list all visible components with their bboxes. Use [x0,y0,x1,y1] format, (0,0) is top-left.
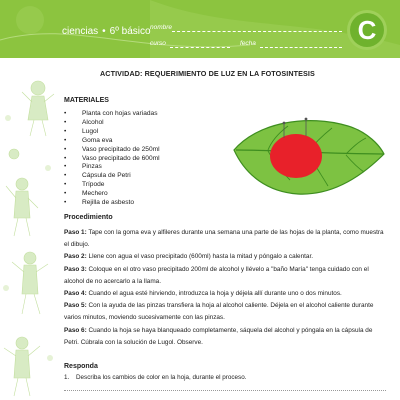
header-band [0,0,400,58]
subject-logo: C [350,13,384,47]
list-item: • Alcohol [64,119,160,128]
name-field-line[interactable] [172,31,342,32]
subject-separator: • [102,26,106,37]
step-text: Con la ayuda de las pinzas transfiera la hoja al alcohol caliente. Déjela en el alcohol caliente durante varios minutos, moviendo sucesivamente con las pinzas. [64,302,374,322]
procedure-step [64,251,386,263]
procedure-steps [64,227,386,349]
date-field-label: fecha [240,40,256,47]
procedure-step [64,288,386,300]
subject-label: ciencias [62,26,99,37]
procedure-step [64,264,386,288]
procedure-heading: Procedimiento [64,214,113,221]
step-text: Cuando la hoja se haya blanqueado completamente, sáquela del alcohol y póngala en la cápsula de Petri. Cúbrala con la solución de Lugol. Observe. [64,326,373,346]
step-label: Paso 3: [64,265,87,273]
step-text: Cuando el agua esté hirviendo, introduzca la hoja y déjela allí durante uno o dos minutos. [86,290,342,298]
list-item: • Trípode [64,181,160,190]
step-text: Llene con agua el vaso precipitado (600ml) hasta la mitad y póngalo a calentar. [86,253,314,261]
grade-label: 6º básico [109,26,151,37]
covered-patch [270,134,322,178]
question-text: Describa los cambios de color en la hoja, durante el proceso. [76,374,247,381]
list-item: • Vaso precipitado de 600ml [64,155,160,164]
list-item: • Mechero [64,190,160,199]
leaf-with-covered-patch-illustration [228,110,388,200]
date-field-line[interactable] [260,47,342,48]
sidebar-figures-illustration [0,58,58,400]
step-label: Paso 1: [64,229,87,236]
name-field-label: nombre [150,24,173,31]
step-label: Paso 6: [64,326,87,334]
procedure-step [64,325,386,349]
course-field-line[interactable] [170,47,230,48]
subject-grade [62,26,151,37]
list-item: • Planta con hojas variadas [64,110,160,119]
respond-heading: Responda [64,363,98,370]
activity-title: ACTIVIDAD: REQUERIMIENTO DE LUZ EN LA FOTOSINTESIS [100,69,315,78]
step-label: Paso 5: [64,302,87,310]
materials-heading: MATERIALES [64,97,109,104]
list-item: • Vaso precipitado de 250ml [64,146,160,155]
answer-line[interactable] [64,390,386,391]
question-item [64,374,386,381]
step-text: Coloque en el otro vaso precipitado 200ml de alcohol y llévelo a "baño María" tenga cuidado con el alcohol de no acercarlo a la llama. [64,265,369,285]
step-label: Paso 4: [64,290,87,298]
list-item: • Cápsula de Petri [64,172,160,181]
procedure-step [64,227,386,251]
step-label: Paso 2: [64,253,87,261]
list-item: • Rejilla de asbesto [64,199,160,208]
course-field-label: curso [150,40,166,47]
procedure-step [64,300,386,324]
list-item: • Goma eva [64,137,160,146]
step-text: Tape con la goma eva y alfileres durante una semana una parte de las hojas de la planta, como muestra el dibujo. [64,229,384,249]
question-number: 1. [64,374,70,381]
materials-list [64,110,160,208]
header-decoration [0,0,400,58]
list-item: • Pinzas [64,163,160,172]
list-item: • Lugol [64,128,160,137]
